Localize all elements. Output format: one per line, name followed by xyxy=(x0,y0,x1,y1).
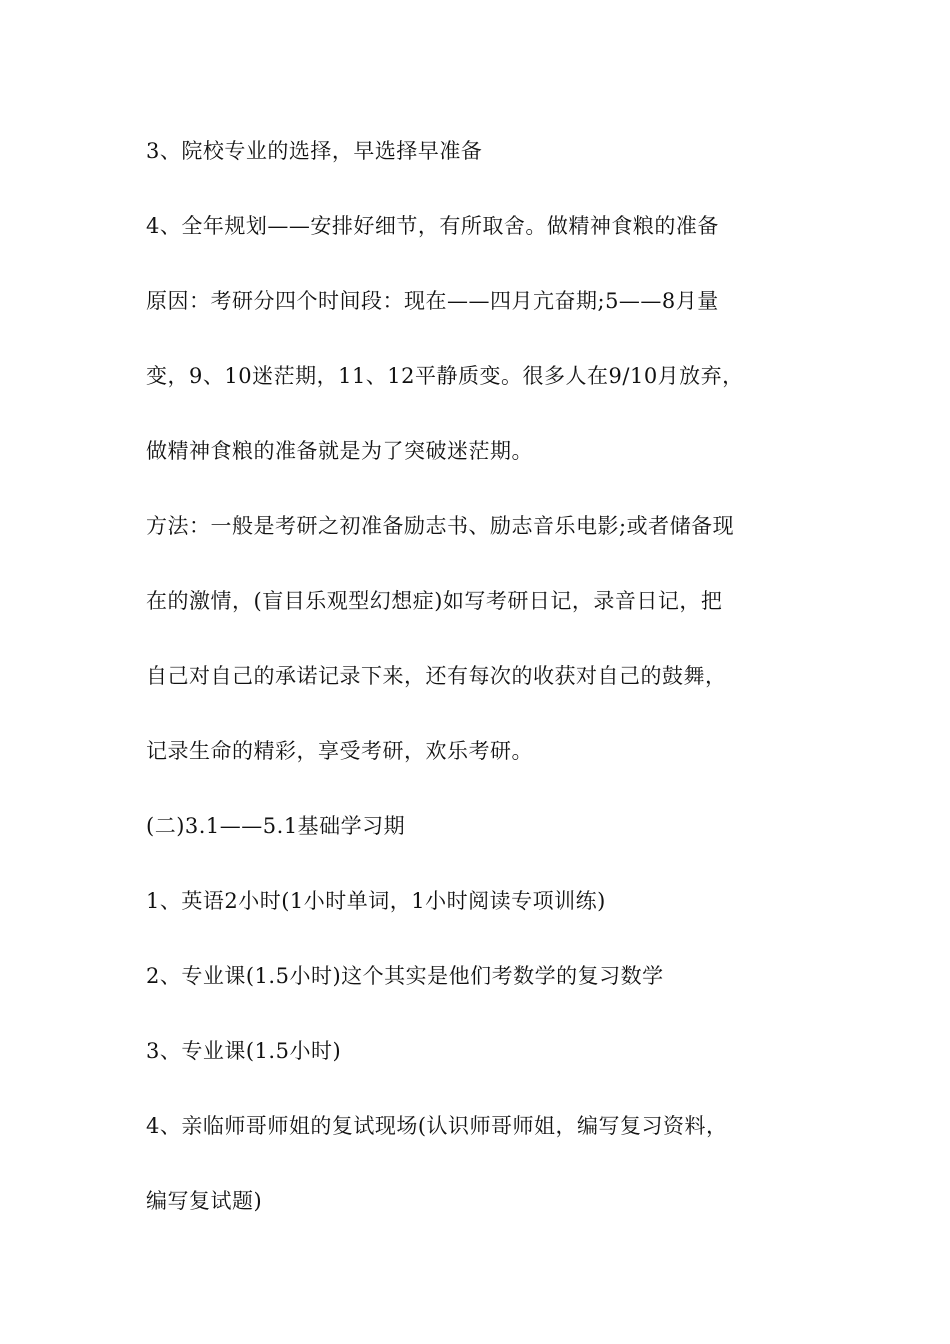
text-line: 编写复试题) xyxy=(146,1189,263,1213)
document-body xyxy=(146,128,826,1253)
text-line: 3、院校专业的选择，早选择早准备 xyxy=(146,139,483,163)
text-line: 4、亲临师哥师姐的复试现场(认识师哥师姐，编写复习资料， xyxy=(146,1114,728,1138)
text-line: 1、英语2小时(1小时单词，1小时阅读专项训练) xyxy=(146,889,606,913)
text-line: 在的激情，(盲目乐观型幻想症)如写考研日记，录音日记，把 xyxy=(146,589,723,613)
text-line: 原因：考研分四个时间段：现在——四月亢奋期;5——8月量 xyxy=(146,289,719,313)
text-line: 做精神食粮的准备就是为了突破迷茫期。 xyxy=(146,439,533,463)
text-line: 变，9、10迷茫期，11、12平静质变。很多人在9/10月放弃， xyxy=(146,364,744,388)
text-line: 4、全年规划——安排好细节，有所取舍。做精神食粮的准备 xyxy=(146,214,719,238)
text-line: 记录生命的精彩，享受考研，欢乐考研。 xyxy=(146,739,533,763)
text-line: 3、专业课(1.5小时) xyxy=(146,1039,342,1063)
text-line: 2、专业课(1.5小时)这个其实是他们考数学的复习数学 xyxy=(146,964,664,988)
text-line: 自己对自己的承诺记录下来，还有每次的收获对自己的鼓舞， xyxy=(146,664,727,688)
text-line: 方法：一般是考研之初准备励志书、励志音乐电影;或者储备现 xyxy=(146,514,735,538)
section-heading: (二)3.1——5.1基础学习期 xyxy=(146,814,406,838)
